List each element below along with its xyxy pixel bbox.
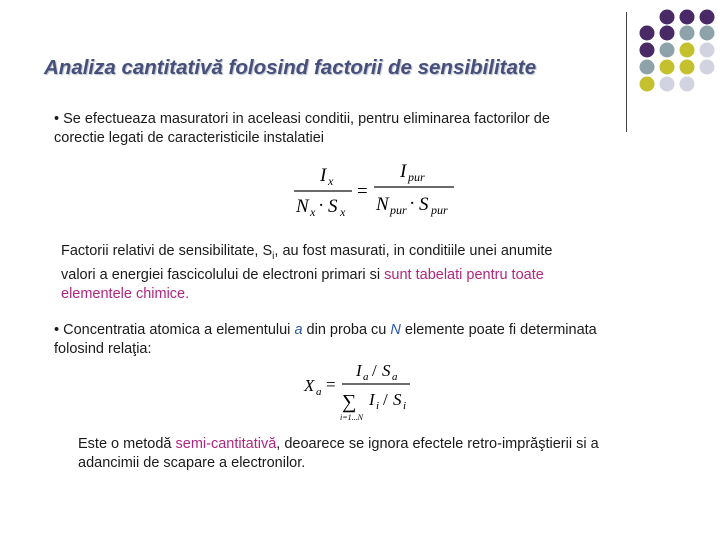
bullet-3-line-1 bbox=[54, 321, 597, 340]
f2-sum-range: i=1...N bbox=[340, 413, 363, 422]
f2-num-i-sub: a bbox=[363, 371, 369, 383]
decor-dot bbox=[680, 60, 695, 75]
f2-equals: = bbox=[326, 375, 336, 394]
f2-den-i-sub: i bbox=[376, 400, 380, 412]
paragraph-4 bbox=[78, 435, 599, 473]
decor-dot bbox=[660, 10, 675, 25]
bullet-3 bbox=[54, 321, 597, 359]
decor-dot bbox=[640, 43, 655, 58]
b3-text-a: • Concentratia atomica a elementului bbox=[54, 322, 295, 338]
decor-dot bbox=[640, 77, 655, 92]
f1-num-left-sub: x bbox=[328, 174, 334, 188]
decor-dot bbox=[700, 43, 715, 58]
f2-sum-symbol: ∑ bbox=[342, 391, 357, 413]
p2-text-a: Factorii relativi de sensibilitate, S bbox=[61, 243, 273, 259]
f2-num-slash: / bbox=[372, 361, 377, 380]
paragraph-4-line-2: adancimii de scapare a electronilor. bbox=[78, 455, 306, 471]
slide-title: Analiza cantitativă folosind factorii de sensibilitate bbox=[44, 56, 537, 79]
f1-den-left-b: S bbox=[328, 196, 338, 217]
f2-den-s: S bbox=[393, 390, 402, 409]
f2-num-s-sub: a bbox=[392, 371, 398, 383]
decor-dot bbox=[640, 26, 655, 41]
paragraph-4-line-1 bbox=[78, 435, 599, 454]
paragraph-2-line-2 bbox=[61, 266, 552, 285]
f2-lhs-sub: a bbox=[316, 386, 322, 398]
p2-line2-highlight: sunt tabelati pentru toate bbox=[384, 266, 544, 283]
p4-text-a: Este o metodă bbox=[78, 436, 176, 452]
b3-text-b: din proba cu bbox=[302, 322, 391, 338]
f1-num-right: I bbox=[400, 161, 407, 182]
paragraph-2-line-3: elementele chimice. bbox=[61, 285, 190, 302]
atomic-concentration-formula bbox=[302, 358, 432, 426]
bullet-3-line-2: folosind relaţia: bbox=[54, 341, 152, 357]
decor-dot bbox=[680, 43, 695, 58]
decor-dot bbox=[660, 77, 675, 92]
bullet-1-line-2: corectie legati de caracteristicile instalatiei bbox=[54, 130, 324, 146]
f1-den-right-a: N bbox=[376, 194, 389, 215]
paragraph-2-line-1 bbox=[61, 242, 552, 266]
b3-var-n: N bbox=[390, 322, 401, 338]
f1-den-right-a-sub: pur bbox=[390, 203, 407, 217]
decor-dot bbox=[660, 43, 675, 58]
decor-dot bbox=[700, 60, 715, 75]
sensitivity-ratio-formula bbox=[290, 158, 470, 220]
f2-den-s-sub: i bbox=[403, 400, 407, 412]
bullet-1-line-1: • Se efectueaza masuratori in aceleasi conditii, pentru eliminarea factorilor de bbox=[54, 111, 550, 127]
decor-dot bbox=[680, 10, 695, 25]
f1-den-right-b: S bbox=[419, 194, 429, 215]
p2-text-b: , au fost masurati, in conditiile unei anumite bbox=[274, 243, 553, 259]
decor-dot bbox=[640, 60, 655, 75]
f1-dot-right: · bbox=[409, 193, 416, 214]
f2-den-i: I bbox=[369, 390, 375, 409]
f1-den-left-b-sub: x bbox=[340, 205, 346, 219]
decor-dot bbox=[680, 77, 695, 92]
b3-text-c: elemente poate fi determinata bbox=[400, 322, 597, 338]
p2-line2-text: valori a energiei fascicolului de electroni primari si bbox=[61, 266, 385, 283]
p2-sub: i bbox=[272, 250, 275, 262]
decor-dot bbox=[700, 10, 715, 25]
f1-den-left-a-sub: x bbox=[310, 205, 316, 219]
divider-line bbox=[626, 12, 627, 132]
f1-dot-left: · bbox=[318, 195, 325, 216]
f2-den-slash: / bbox=[383, 390, 388, 409]
paragraph-2 bbox=[61, 242, 552, 304]
decor-dot bbox=[700, 26, 715, 41]
decor-dot bbox=[660, 60, 675, 75]
f1-num-left: I bbox=[320, 165, 327, 186]
f1-den-left-a: N bbox=[296, 196, 309, 217]
decor-dot bbox=[660, 26, 675, 41]
p4-text-b: , deoarece se ignora efectele retro-imprăştierii si a bbox=[276, 436, 599, 452]
f1-den-right-b-sub: pur bbox=[431, 203, 448, 217]
decor-dot bbox=[680, 26, 695, 41]
f2-lhs: X bbox=[304, 376, 315, 395]
f1-num-right-sub: pur bbox=[408, 170, 425, 184]
f2-num-s: S bbox=[382, 361, 391, 380]
p4-highlight: semi-cantitativă bbox=[175, 436, 277, 452]
f2-num-i: I bbox=[356, 361, 362, 380]
f1-equals: = bbox=[357, 181, 368, 202]
bullet-1 bbox=[54, 110, 550, 148]
b3-var-a: a bbox=[294, 322, 303, 338]
